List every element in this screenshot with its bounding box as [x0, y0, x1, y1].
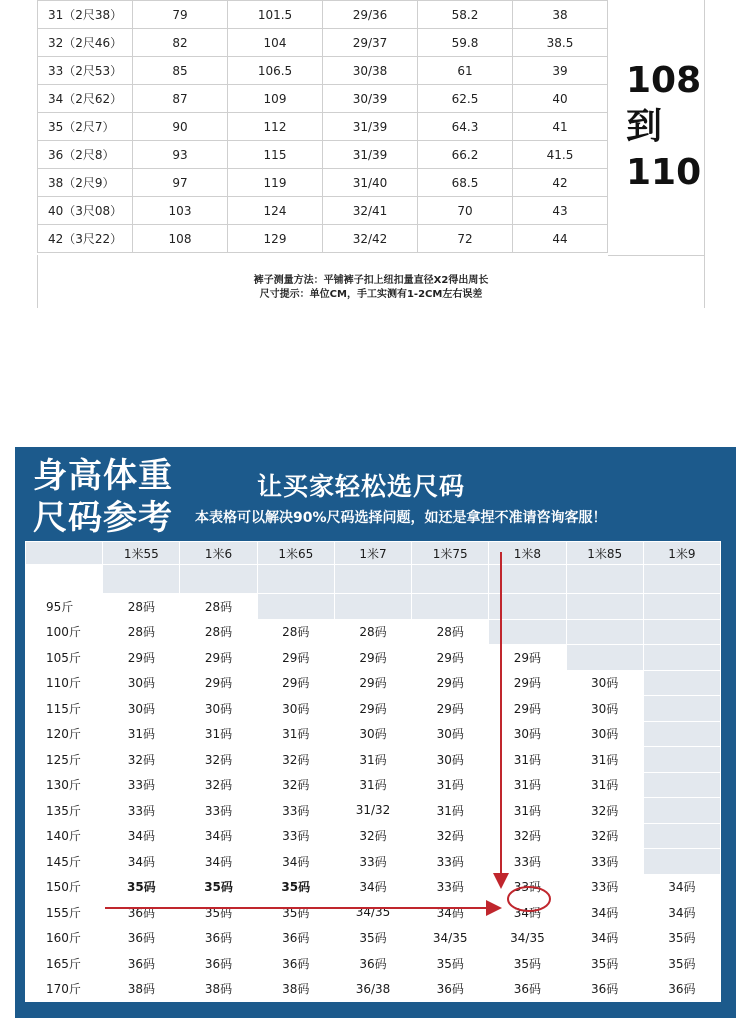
size-cell: 28码 — [257, 619, 334, 645]
measurement-row — [38, 57, 608, 85]
measurement-row — [38, 197, 608, 225]
size-cell: 29码 — [334, 645, 411, 671]
size-cell: 29码 — [489, 645, 566, 671]
size-cell: 30码 — [566, 696, 643, 722]
spacer-cell — [334, 565, 411, 594]
size-cell: 38码 — [180, 976, 257, 1002]
weight-cell: 115斤 — [26, 696, 103, 722]
size-cell: 31码 — [412, 772, 489, 798]
size-cell: 29码 — [412, 696, 489, 722]
measurement-cell: 61 — [418, 57, 513, 85]
size-cell: 31码 — [489, 798, 566, 824]
measurement-cell: 29/37 — [323, 29, 418, 57]
weight-row — [26, 696, 721, 722]
size-cell: 28码 — [412, 619, 489, 645]
size-cell: 35码 — [180, 900, 257, 926]
size-label-cell: 36（2尺8） — [38, 141, 133, 169]
size-cell — [643, 619, 720, 645]
measurement-cell: 101.5 — [228, 1, 323, 29]
size-cell: 35码 — [643, 925, 720, 951]
size-cell: 32码 — [257, 772, 334, 798]
size-cell: 34码 — [180, 823, 257, 849]
weight-cell: 160斤 — [26, 925, 103, 951]
size-cell: 33码 — [257, 798, 334, 824]
title-line-1: 身高体重 — [33, 456, 173, 496]
size-cell: 36码 — [566, 976, 643, 1002]
size-cell: 38码 — [103, 976, 180, 1002]
size-cell: 33码 — [412, 874, 489, 900]
size-label-cell: 33（2尺53） — [38, 57, 133, 85]
measurement-row — [38, 141, 608, 169]
size-cell — [643, 823, 720, 849]
size-cell: 28码 — [103, 594, 180, 620]
title-line-2: 尺码参考 — [33, 498, 173, 538]
size-label-cell: 35（2尺7） — [38, 113, 133, 141]
weight-row — [26, 619, 721, 645]
weight-cell: 100斤 — [26, 619, 103, 645]
measurement-cell: 31/39 — [323, 113, 418, 141]
chart-subtitle: 本表格可以解决90%尺码选择问题，如还是拿捏不准请咨询客服！ — [195, 510, 607, 526]
size-cell: 33码 — [257, 823, 334, 849]
size-cell: 33码 — [566, 849, 643, 875]
size-cell: 36码 — [180, 951, 257, 977]
height-header-cell: 1米7 — [334, 542, 411, 565]
weight-cell: 120斤 — [26, 721, 103, 747]
size-label-cell: 38（2尺9） — [38, 169, 133, 197]
weight-row — [26, 823, 721, 849]
weight-cell: 95斤 — [26, 594, 103, 620]
size-cell: 29码 — [334, 670, 411, 696]
size-cell: 31码 — [566, 747, 643, 773]
weight-cell: 150斤 — [26, 874, 103, 900]
size-cell: 30码 — [412, 721, 489, 747]
size-cell: 28码 — [180, 619, 257, 645]
size-cell: 34码 — [334, 874, 411, 900]
size-cell: 29码 — [489, 696, 566, 722]
size-tip-note: 尺寸提示：单位CM，手工实测有1-2CM左右误差 — [259, 289, 483, 300]
spacer-cell — [489, 565, 566, 594]
height-header-cell: 1米6 — [180, 542, 257, 565]
weight-row — [26, 594, 721, 620]
measurement-cell: 85 — [133, 57, 228, 85]
size-cell: 31码 — [180, 721, 257, 747]
size-cell: 31码 — [334, 772, 411, 798]
weight-row — [26, 721, 721, 747]
size-cell: 32码 — [103, 747, 180, 773]
weight-row — [26, 670, 721, 696]
measurement-cell: 108 — [133, 225, 228, 253]
measurement-cell: 44 — [513, 225, 608, 253]
size-cell: 36码 — [334, 951, 411, 977]
size-cell: 34/35 — [489, 925, 566, 951]
size-label-cell: 34（2尺62） — [38, 85, 133, 113]
size-cell: 28码 — [103, 619, 180, 645]
height-header-cell: 1米55 — [103, 542, 180, 565]
size-cell: 36码 — [103, 925, 180, 951]
size-cell: 33码 — [489, 849, 566, 875]
size-cell: 34码 — [566, 925, 643, 951]
size-cell: 30码 — [334, 721, 411, 747]
spacer-cell — [643, 565, 720, 594]
measurement-notes — [37, 255, 705, 308]
spacer-cell — [103, 565, 180, 594]
size-cell — [643, 747, 720, 773]
size-cell: 35码 — [180, 874, 257, 900]
size-cell: 36码 — [643, 976, 720, 1002]
weight-row — [26, 951, 721, 977]
size-cell: 32码 — [257, 747, 334, 773]
size-cell — [257, 594, 334, 620]
size-cell: 32码 — [566, 823, 643, 849]
measurement-cell: 41 — [513, 113, 608, 141]
size-cell — [643, 696, 720, 722]
measurement-row — [38, 29, 608, 57]
size-cell: 30码 — [180, 696, 257, 722]
size-cell: 34码 — [643, 900, 720, 926]
weight-cell: 145斤 — [26, 849, 103, 875]
size-cell: 35码 — [566, 951, 643, 977]
size-cell — [334, 594, 411, 620]
measurement-cell: 30/38 — [323, 57, 418, 85]
measurement-cell: 115 — [228, 141, 323, 169]
size-cell: 31码 — [257, 721, 334, 747]
weight-cell: 155斤 — [26, 900, 103, 926]
height-header-cell: 1米9 — [643, 542, 720, 565]
size-cell: 31码 — [566, 772, 643, 798]
size-cell — [643, 772, 720, 798]
size-cell — [566, 645, 643, 671]
spacer-row — [26, 565, 721, 594]
measurement-cell: 93 — [133, 141, 228, 169]
size-cell: 34/35 — [334, 900, 411, 926]
size-cell — [489, 594, 566, 620]
measurement-row — [38, 1, 608, 29]
size-cell: 30码 — [412, 747, 489, 773]
weight-cell: 135斤 — [26, 798, 103, 824]
size-cell: 30码 — [566, 670, 643, 696]
size-cell: 33码 — [566, 874, 643, 900]
measurement-cell: 119 — [228, 169, 323, 197]
size-cell — [643, 645, 720, 671]
size-cell: 29码 — [257, 670, 334, 696]
size-cell: 34码 — [103, 823, 180, 849]
measurement-cell: 39 — [513, 57, 608, 85]
waist-range-text: 108 到 110 — [626, 60, 702, 193]
size-cell: 34码 — [412, 900, 489, 926]
weight-row — [26, 925, 721, 951]
size-cell: 38码 — [257, 976, 334, 1002]
size-cell: 35码 — [489, 951, 566, 977]
size-cell — [643, 670, 720, 696]
size-cell: 35码 — [643, 951, 720, 977]
measurement-row — [38, 169, 608, 197]
size-cell: 31码 — [103, 721, 180, 747]
size-label-cell: 40（3尺08） — [38, 197, 133, 225]
size-cell: 31/32 — [334, 798, 411, 824]
size-cell: 34码 — [566, 900, 643, 926]
size-cell: 33码 — [412, 849, 489, 875]
measurement-cell: 104 — [228, 29, 323, 57]
size-cell: 35码 — [257, 900, 334, 926]
size-cell: 35码 — [257, 874, 334, 900]
size-cell — [643, 594, 720, 620]
size-cell: 29码 — [489, 670, 566, 696]
measurement-cell: 106.5 — [228, 57, 323, 85]
size-cell: 32码 — [334, 823, 411, 849]
size-cell: 30码 — [257, 696, 334, 722]
measurement-method-note: 裤子测量方法：平铺裤子扣上纽扣量直径X2得出周长 — [253, 275, 489, 286]
measurement-cell: 38.5 — [513, 29, 608, 57]
size-cell: 31码 — [334, 747, 411, 773]
size-cell — [489, 619, 566, 645]
measurement-cell: 40 — [513, 85, 608, 113]
measurement-cell: 41.5 — [513, 141, 608, 169]
weight-cell: 130斤 — [26, 772, 103, 798]
measurement-cell: 42 — [513, 169, 608, 197]
size-table — [25, 541, 721, 1002]
size-cell — [643, 849, 720, 875]
measurement-cell: 31/40 — [323, 169, 418, 197]
size-cell: 29码 — [412, 645, 489, 671]
chart-title-left — [33, 455, 173, 539]
chart-main-title: 让买家轻松选尺码 — [257, 472, 466, 501]
weight-row — [26, 849, 721, 875]
size-cell: 33码 — [103, 798, 180, 824]
weight-row — [26, 976, 721, 1002]
spacer-cell — [257, 565, 334, 594]
size-cell: 32码 — [412, 823, 489, 849]
size-cell: 34码 — [103, 849, 180, 875]
size-cell: 36码 — [412, 976, 489, 1002]
weight-row — [26, 874, 721, 900]
size-cell: 31码 — [489, 747, 566, 773]
weight-cell: 170斤 — [26, 976, 103, 1002]
measurement-cell: 62.5 — [418, 85, 513, 113]
size-cell: 29码 — [257, 645, 334, 671]
measurement-cell: 109 — [228, 85, 323, 113]
weight-cell: 105斤 — [26, 645, 103, 671]
measurement-cell: 38 — [513, 1, 608, 29]
spacer-cell — [412, 565, 489, 594]
size-cell: 33码 — [489, 874, 566, 900]
size-label-cell: 31（2尺38） — [38, 1, 133, 29]
size-cell: 29码 — [180, 645, 257, 671]
size-cell: 36码 — [103, 951, 180, 977]
size-label-cell: 42（3尺22） — [38, 225, 133, 253]
measurement-cell: 97 — [133, 169, 228, 197]
height-header-row — [26, 542, 721, 565]
size-cell: 29码 — [334, 696, 411, 722]
height-header-cell: 1米65 — [257, 542, 334, 565]
spacer-cell — [26, 565, 103, 594]
weight-row — [26, 798, 721, 824]
size-cell — [643, 798, 720, 824]
size-cell — [643, 721, 720, 747]
measurement-cell: 79 — [133, 1, 228, 29]
size-cell: 34码 — [180, 849, 257, 875]
size-cell: 31码 — [489, 772, 566, 798]
size-cell: 30码 — [103, 670, 180, 696]
measurement-cell: 43 — [513, 197, 608, 225]
measurement-table — [37, 0, 608, 253]
measurement-cell: 90 — [133, 113, 228, 141]
measurement-cell: 72 — [418, 225, 513, 253]
weight-cell: 110斤 — [26, 670, 103, 696]
size-cell — [566, 594, 643, 620]
measurement-cell: 112 — [228, 113, 323, 141]
size-cell: 33码 — [180, 798, 257, 824]
weight-cell: 125斤 — [26, 747, 103, 773]
size-cell: 29码 — [103, 645, 180, 671]
size-cell: 32码 — [566, 798, 643, 824]
measurement-cell: 32/41 — [323, 197, 418, 225]
size-cell: 29码 — [412, 670, 489, 696]
measurement-row — [38, 85, 608, 113]
size-cell: 36码 — [103, 900, 180, 926]
measurement-cell: 70 — [418, 197, 513, 225]
spacer-cell — [180, 565, 257, 594]
size-label-cell: 32（2尺46） — [38, 29, 133, 57]
height-header-cell: 1米8 — [489, 542, 566, 565]
measurement-cell: 32/42 — [323, 225, 418, 253]
size-cell: 36码 — [257, 925, 334, 951]
measurement-cell: 66.2 — [418, 141, 513, 169]
measurement-cell: 87 — [133, 85, 228, 113]
measurement-row — [38, 225, 608, 253]
size-cell: 36码 — [257, 951, 334, 977]
size-cell: 32码 — [180, 747, 257, 773]
size-cell: 33码 — [103, 772, 180, 798]
height-header-cell: 1米75 — [412, 542, 489, 565]
measurement-cell: 124 — [228, 197, 323, 225]
size-cell: 36/38 — [334, 976, 411, 1002]
size-cell: 35码 — [412, 951, 489, 977]
weight-cell: 140斤 — [26, 823, 103, 849]
size-cell: 30码 — [489, 721, 566, 747]
measurement-cell: 64.3 — [418, 113, 513, 141]
measurement-cell: 31/39 — [323, 141, 418, 169]
weight-row — [26, 747, 721, 773]
spacer-cell — [566, 565, 643, 594]
weight-row — [26, 772, 721, 798]
measurement-cell: 129 — [228, 225, 323, 253]
size-cell — [412, 594, 489, 620]
measurement-cell: 68.5 — [418, 169, 513, 197]
size-cell: 36码 — [180, 925, 257, 951]
height-header-cell: 1米85 — [566, 542, 643, 565]
size-cell: 31码 — [412, 798, 489, 824]
size-cell: 32码 — [489, 823, 566, 849]
size-cell: 28码 — [180, 594, 257, 620]
size-cell: 34码 — [257, 849, 334, 875]
size-cell: 32码 — [180, 772, 257, 798]
measurement-cell: 82 — [133, 29, 228, 57]
weight-cell: 165斤 — [26, 951, 103, 977]
corner-cell — [26, 542, 103, 565]
measurement-row — [38, 113, 608, 141]
weight-row — [26, 900, 721, 926]
size-cell: 35码 — [334, 925, 411, 951]
size-cell: 33码 — [334, 849, 411, 875]
size-cell: 30码 — [103, 696, 180, 722]
size-cell: 34码 — [489, 900, 566, 926]
size-cell: 34/35 — [412, 925, 489, 951]
size-cell: 28码 — [334, 619, 411, 645]
size-cell: 29码 — [180, 670, 257, 696]
size-cell: 34码 — [643, 874, 720, 900]
size-cell: 36码 — [489, 976, 566, 1002]
size-cell — [566, 619, 643, 645]
size-cell: 30码 — [566, 721, 643, 747]
weight-row — [26, 645, 721, 671]
size-cell: 35码 — [103, 874, 180, 900]
measurement-cell: 59.8 — [418, 29, 513, 57]
measurement-cell: 103 — [133, 197, 228, 225]
measurement-cell: 29/36 — [323, 1, 418, 29]
measurement-cell: 30/39 — [323, 85, 418, 113]
measurement-cell: 58.2 — [418, 1, 513, 29]
